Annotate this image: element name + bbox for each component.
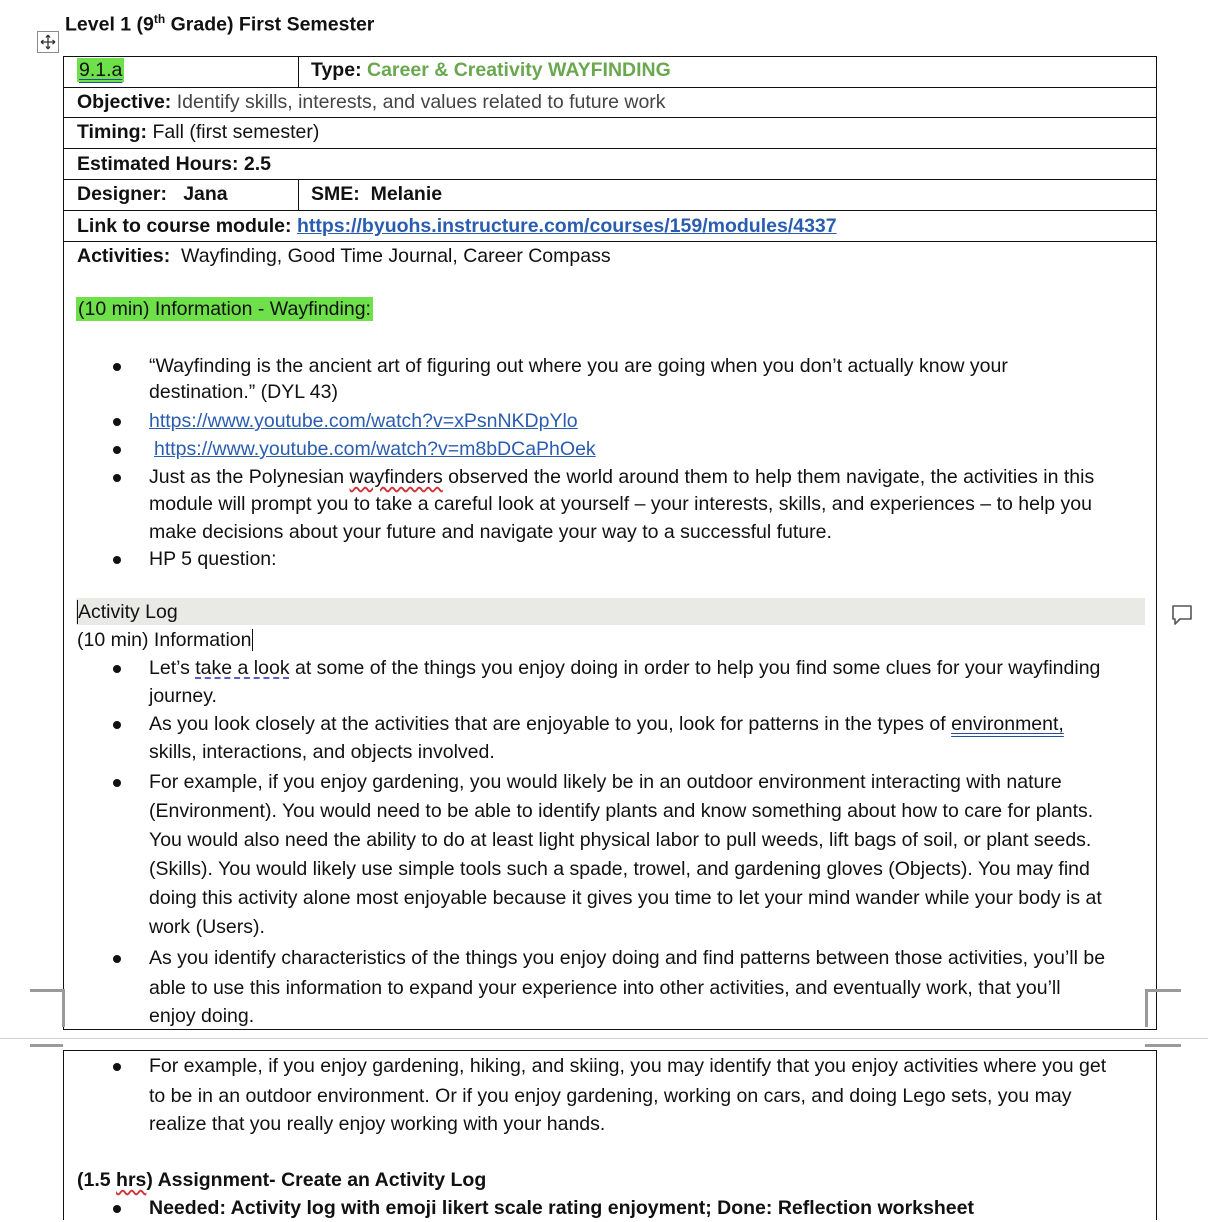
youtube-link-1[interactable]: https://www.youtube.com/watch?v=xPsnNKDpYlo: [149, 410, 578, 432]
page-break: [0, 1038, 1208, 1039]
youtube-link-2[interactable]: https://www.youtube.com/watch?v=m8bDCaPhOek: [154, 438, 596, 460]
crop-mark-right: [1145, 989, 1181, 992]
section-heading-wayfinding: (10 min) Information - Wayfinding:: [78, 298, 371, 320]
designer-field: Designer: Jana: [77, 183, 228, 205]
crop-mark-left: [30, 989, 63, 992]
module-code: 9.1.a: [79, 59, 123, 81]
activity-log-title[interactable]: Activity Log: [78, 601, 178, 623]
document-heading: Level 1 (9th Grade) First Semester: [65, 12, 375, 36]
crop-mark-right-2: [1145, 1044, 1181, 1047]
sme-field: SME: Melanie: [311, 183, 443, 205]
crop-mark-left-2: [30, 1044, 63, 1047]
course-module-link[interactable]: https://byuohs.instructure.com/courses/159/modules/4337: [296, 215, 837, 237]
activities-field: Activities: Wayfinding, Good Time Journal, Career Compass: [77, 245, 611, 267]
objective-field: Objective: Identify skills, interests, and values related to future work: [77, 91, 666, 113]
activity-log-subtitle[interactable]: (10 min) Information: [77, 629, 252, 651]
selection-highlight: [76, 598, 1145, 625]
timing-field: Timing: Fall (first semester): [77, 121, 320, 143]
estimated-hours: Estimated Hours: 2.5: [77, 153, 271, 175]
table-move-handle-icon[interactable]: [37, 31, 59, 53]
course-module-link-row: Link to course module: https://byuohs.instructure.com/courses/159/modules/4337: [77, 215, 837, 237]
type-field: Type: Career & Creativity WAYFINDING: [311, 59, 671, 81]
comment-icon[interactable]: [1170, 603, 1194, 627]
crop-mark-left-vertical: [62, 989, 65, 1027]
assignment-heading: (1.5 hrs) Assignment- Create an Activity Log: [77, 1169, 487, 1191]
crop-mark-right-vertical: [1145, 989, 1148, 1027]
